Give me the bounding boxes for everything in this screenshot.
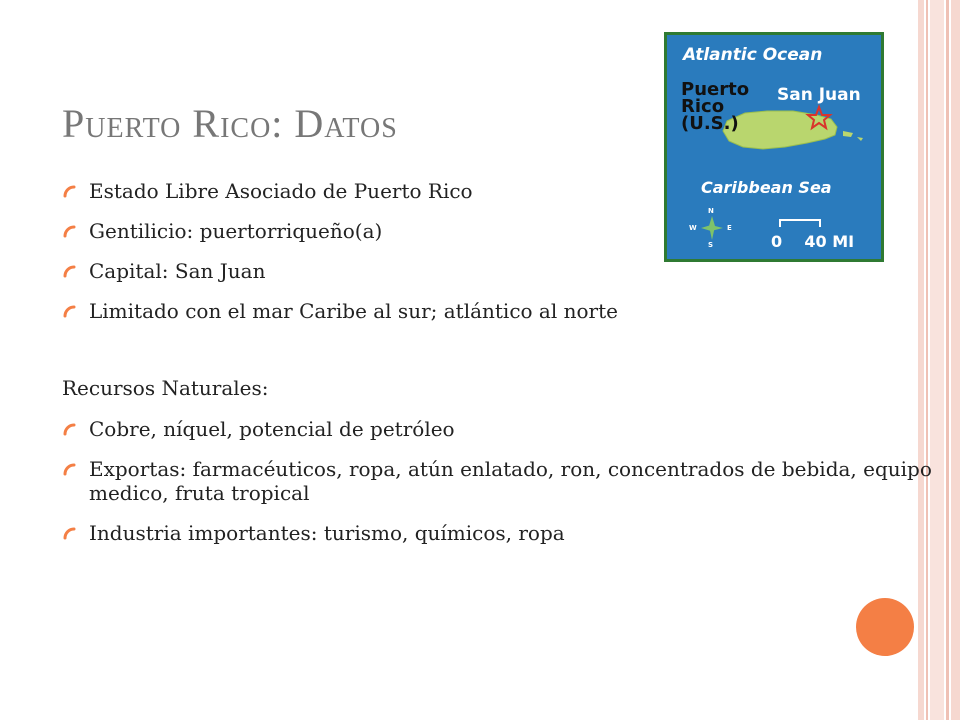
bullet-arc-icon xyxy=(63,185,76,198)
compass-south: S xyxy=(708,241,714,249)
compass-rose-icon xyxy=(687,207,737,251)
compass-east: E xyxy=(727,224,732,232)
decorative-circle xyxy=(856,598,914,656)
island-label-line: Rico xyxy=(681,96,725,117)
list-item-text: Cobre, níquel, potencial de petróleo xyxy=(89,417,455,441)
bullet-arc-icon xyxy=(63,463,76,476)
bullet-arc-icon xyxy=(63,527,76,540)
island-label-line: (U.S.) xyxy=(681,113,739,134)
list-item xyxy=(62,219,618,259)
list-item-text: Gentilicio: puertorriqueño(a) xyxy=(89,219,383,243)
list-item xyxy=(62,417,960,441)
decorative-stripe xyxy=(930,0,944,720)
sea-label: Caribbean Sea xyxy=(701,178,832,197)
list-item-text: Exportas: farmacéuticos, ropa, atún enlatado, ron, concentrados de bebida, equipo medico, fruta tropical xyxy=(89,457,932,505)
bullet-arc-icon xyxy=(63,265,76,278)
list-item xyxy=(62,299,618,339)
scale-label: 0 40 MI xyxy=(771,232,855,251)
list-item-text: Industria importantes: turismo, químicos, ropa xyxy=(89,521,565,545)
island-label xyxy=(681,81,749,132)
ocean-label: Atlantic Ocean xyxy=(683,45,823,65)
decorative-stripe xyxy=(946,0,949,720)
list-item-text: Capital: San Juan xyxy=(89,259,266,283)
island-label-line: Puerto xyxy=(681,79,750,100)
list-item-text: Limitado con el mar Caribe al sur; atlántico al norte xyxy=(89,299,618,323)
compass-north: N xyxy=(708,207,714,215)
section-heading: Recursos Naturales: xyxy=(62,376,269,400)
resources-list xyxy=(62,417,960,561)
decorative-stripe xyxy=(926,0,928,720)
puerto-rico-map xyxy=(664,32,884,262)
slide-title: Puerto Rico: Datos xyxy=(62,101,398,146)
bullet-arc-icon xyxy=(63,225,76,238)
facts-list xyxy=(62,179,618,339)
list-item xyxy=(62,179,618,219)
decorative-stripe xyxy=(918,0,924,720)
bullet-arc-icon xyxy=(63,423,76,436)
list-item-text: Estado Libre Asociado de Puerto Rico xyxy=(89,179,473,203)
list-item xyxy=(62,259,618,299)
list-item xyxy=(62,457,960,505)
decorative-stripe xyxy=(951,0,960,720)
capital-label: San Juan xyxy=(777,85,861,105)
scale-bar xyxy=(779,219,821,227)
compass-west: W xyxy=(689,224,697,232)
bullet-arc-icon xyxy=(63,305,76,318)
list-item xyxy=(62,521,960,545)
